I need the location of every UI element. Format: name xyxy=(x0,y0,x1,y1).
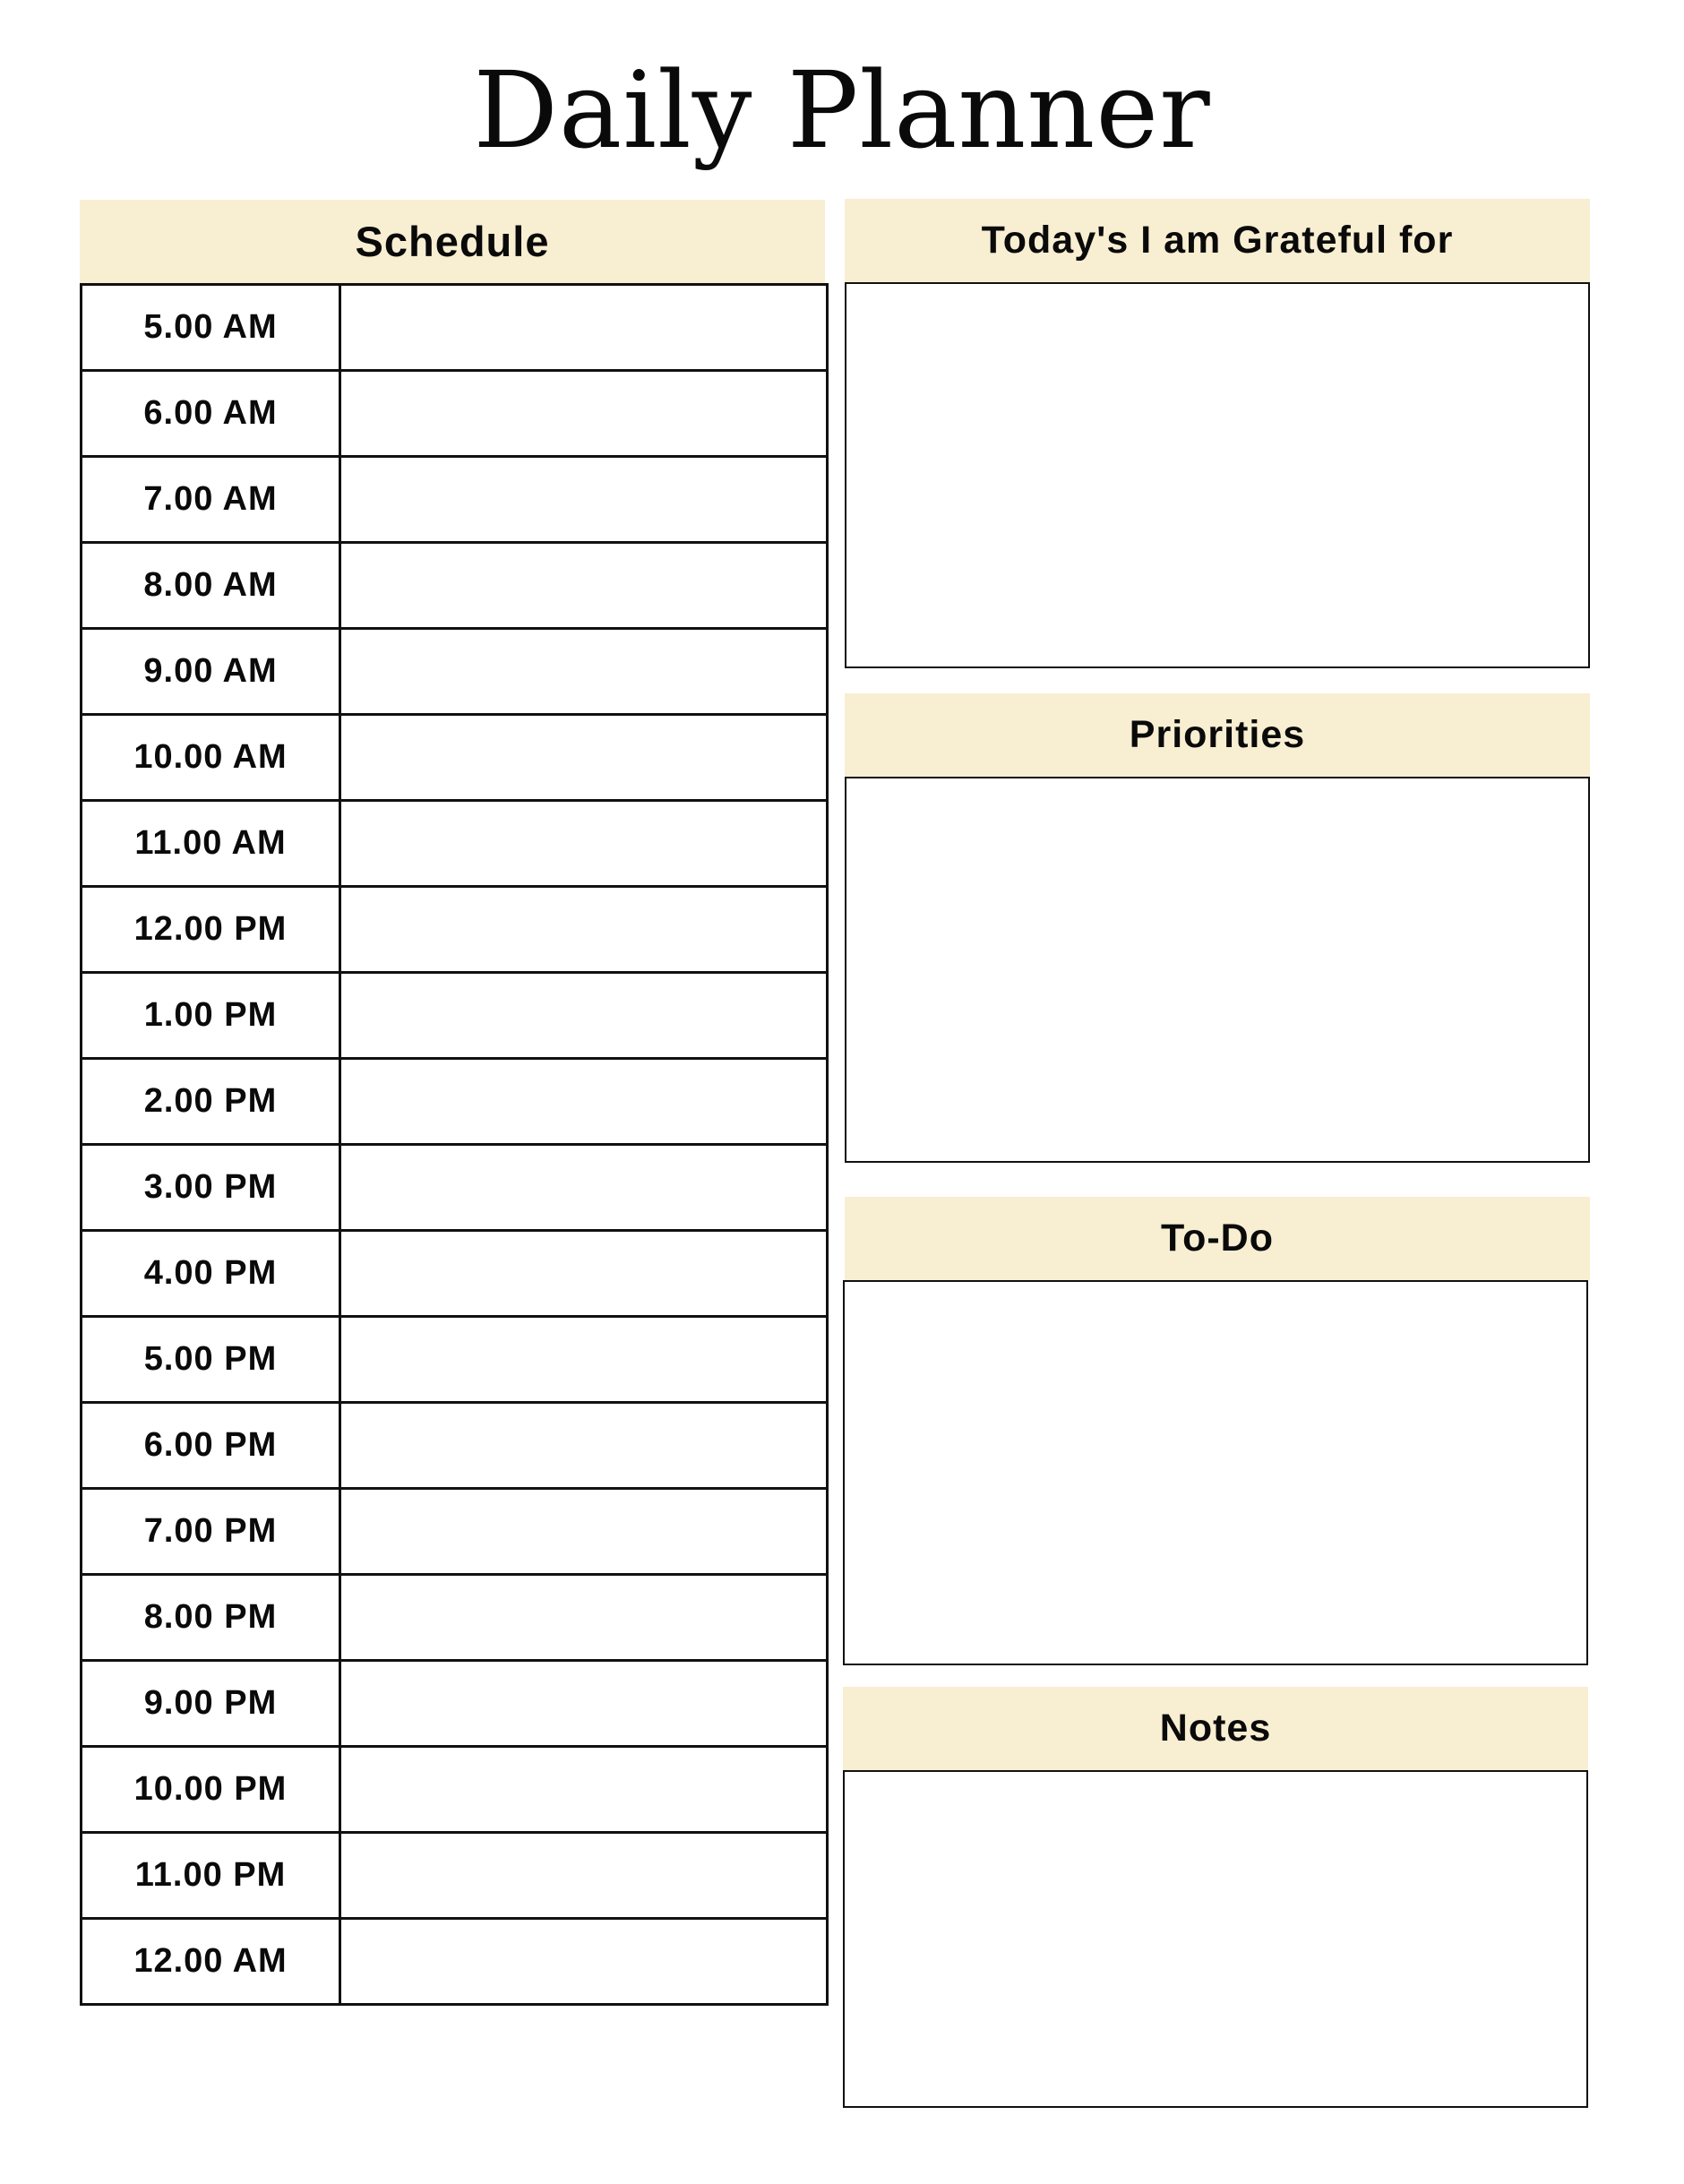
schedule-row xyxy=(82,1317,828,1403)
schedule-row xyxy=(82,1747,828,1833)
schedule-entry-slot[interactable] xyxy=(340,371,828,457)
schedule-entry-slot[interactable] xyxy=(340,801,828,887)
schedule-time-label: 5.00 PM xyxy=(82,1317,340,1403)
schedule-time-label: 9.00 AM xyxy=(82,629,340,715)
schedule-entry-slot[interactable] xyxy=(340,1059,828,1145)
grateful-box[interactable] xyxy=(845,282,1590,668)
schedule-body xyxy=(82,285,828,2005)
schedule-time-label: 7.00 AM xyxy=(82,457,340,543)
schedule-time-label: 11.00 AM xyxy=(82,801,340,887)
schedule-time-label: 1.00 PM xyxy=(82,973,340,1059)
schedule-row xyxy=(82,629,828,715)
schedule-row xyxy=(82,887,828,973)
schedule-time-label: 12.00 PM xyxy=(82,887,340,973)
schedule-row xyxy=(82,1833,828,1919)
schedule-entry-slot[interactable] xyxy=(340,1747,828,1833)
schedule-entry-slot[interactable] xyxy=(340,1919,828,2005)
schedule-entry-slot[interactable] xyxy=(340,1317,828,1403)
schedule-row xyxy=(82,285,828,371)
schedule-row xyxy=(82,1661,828,1747)
schedule-row xyxy=(82,801,828,887)
schedule-entry-slot[interactable] xyxy=(340,887,828,973)
schedule-row xyxy=(82,457,828,543)
schedule-row xyxy=(82,543,828,629)
schedule-entry-slot[interactable] xyxy=(340,457,828,543)
priorities-box[interactable] xyxy=(845,777,1590,1163)
schedule-header: Schedule xyxy=(80,200,825,283)
priorities-header: Priorities xyxy=(845,693,1590,777)
schedule-entry-slot[interactable] xyxy=(340,543,828,629)
schedule-row xyxy=(82,371,828,457)
schedule-time-label: 10.00 PM xyxy=(82,1747,340,1833)
schedule-time-label: 4.00 PM xyxy=(82,1231,340,1317)
todo-box[interactable] xyxy=(843,1280,1588,1665)
schedule-time-label: 12.00 AM xyxy=(82,1919,340,2005)
schedule-row xyxy=(82,1145,828,1231)
schedule-row xyxy=(82,1919,828,2005)
schedule-row xyxy=(82,1403,828,1489)
page-title: Daily Planner xyxy=(473,48,1211,172)
schedule-time-label: 11.00 PM xyxy=(82,1833,340,1919)
schedule-entry-slot[interactable] xyxy=(340,1403,828,1489)
schedule-time-label: 7.00 PM xyxy=(82,1489,340,1575)
schedule-table xyxy=(80,283,829,2006)
notes-header: Notes xyxy=(843,1687,1588,1770)
schedule-entry-slot[interactable] xyxy=(340,973,828,1059)
schedule-entry-slot[interactable] xyxy=(340,1231,828,1317)
schedule-entry-slot[interactable] xyxy=(340,1145,828,1231)
schedule-entry-slot[interactable] xyxy=(340,1833,828,1919)
schedule-time-label: 8.00 AM xyxy=(82,543,340,629)
schedule-time-label: 6.00 PM xyxy=(82,1403,340,1489)
schedule-entry-slot[interactable] xyxy=(340,715,828,801)
schedule-row xyxy=(82,1489,828,1575)
schedule-row xyxy=(82,715,828,801)
schedule-time-label: 2.00 PM xyxy=(82,1059,340,1145)
notes-box[interactable] xyxy=(843,1770,1588,2108)
schedule-row xyxy=(82,1575,828,1661)
schedule-entry-slot[interactable] xyxy=(340,1575,828,1661)
schedule-row xyxy=(82,973,828,1059)
schedule-time-label: 6.00 AM xyxy=(82,371,340,457)
schedule-time-label: 8.00 PM xyxy=(82,1575,340,1661)
schedule-row xyxy=(82,1231,828,1317)
schedule-entry-slot[interactable] xyxy=(340,285,828,371)
schedule-time-label: 3.00 PM xyxy=(82,1145,340,1231)
schedule-time-label: 5.00 AM xyxy=(82,285,340,371)
todo-header: To-Do xyxy=(845,1197,1590,1280)
schedule-row xyxy=(82,1059,828,1145)
schedule-entry-slot[interactable] xyxy=(340,1489,828,1575)
grateful-header: Today's I am Grateful for xyxy=(845,199,1590,282)
schedule-entry-slot[interactable] xyxy=(340,629,828,715)
schedule-entry-slot[interactable] xyxy=(340,1661,828,1747)
schedule-time-label: 9.00 PM xyxy=(82,1661,340,1747)
schedule-time-label: 10.00 AM xyxy=(82,715,340,801)
